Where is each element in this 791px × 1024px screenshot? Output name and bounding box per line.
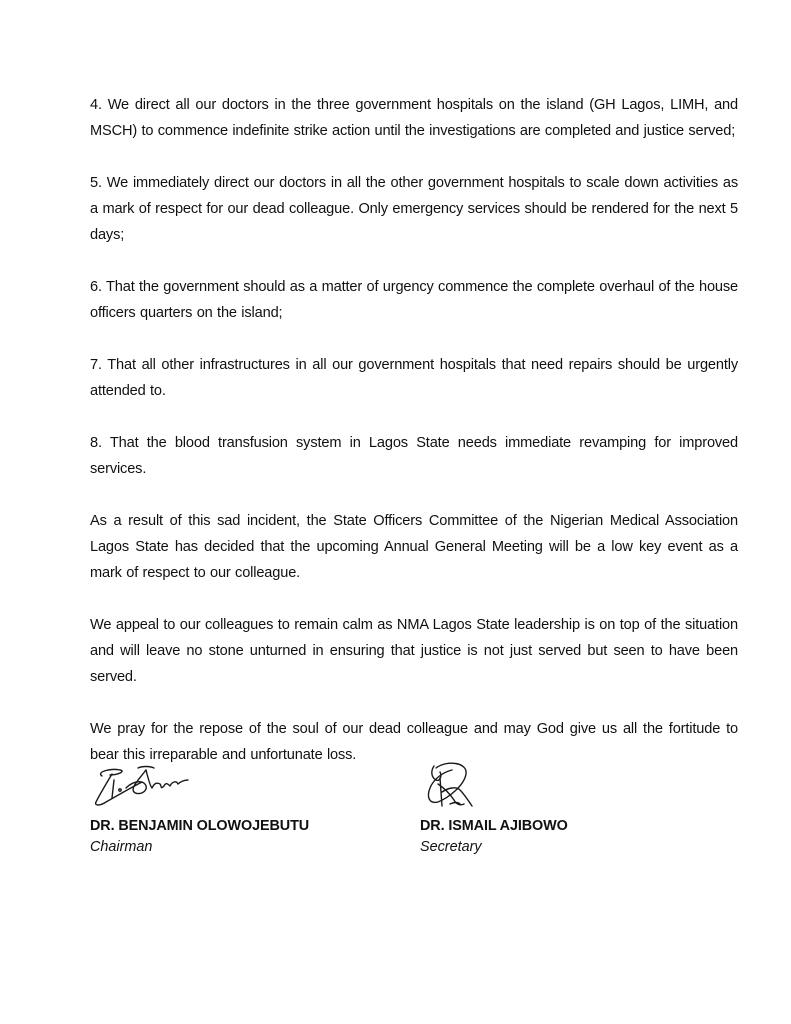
paragraph-agm-notice: As a result of this sad incident, the State Officers Committee of the Nigerian Medical Association Lagos State has decided that the upcoming Annual General Meeting will be a low key event as a mark of respect to our colleague. — [90, 513, 738, 581]
document-body — [90, 92, 738, 794]
signatory-secretary — [420, 758, 568, 858]
signatory-name: DR. ISMAIL AJIBOWO — [420, 818, 568, 834]
signature-section — [90, 758, 738, 858]
signatory-name: DR. BENJAMIN OLOWOJEBUTU — [90, 818, 310, 834]
signature-secretary-icon — [420, 758, 490, 814]
paragraph-item-4: 4. We direct all our doctors in the three government hospitals on the island (GH Lagos, LIMH, and MSCH) to commence indefinite strike action until the investigations are completed and justice served; — [90, 97, 738, 139]
paragraph-prayer: We pray for the repose of the soul of our dead colleague and may God give us all the fortitude to bear this irreparable and unfortunate loss. — [90, 721, 738, 763]
paragraph-item-8: 8. That the blood transfusion system in Lagos State needs immediate revamping for improved services. — [90, 435, 738, 477]
signatory-chairman — [90, 758, 309, 858]
paragraph-appeal: We appeal to our colleagues to remain calm as NMA Lagos State leadership is on top of the situation and will leave no stone unturned in ensuring that justice is not just served but seen to have been served. — [90, 617, 738, 685]
signatory-title: Secretary — [420, 839, 482, 855]
paragraph-item-5: 5. We immediately direct our doctors in all the other government hospitals to scale down activities as a mark of respect for our dead colleague. Only emergency services should be rendered for the next 5 days; — [90, 175, 738, 243]
paragraph-item-7: 7. That all other infrastructures in all our government hospitals that need repairs should be urgently attended to. — [90, 357, 738, 399]
signatory-title: Chairman — [90, 839, 153, 855]
signature-chairman-icon — [90, 758, 200, 814]
paragraph-item-6: 6. That the government should as a matter of urgency commence the complete overhaul of the house officers quarters on the island; — [90, 279, 738, 321]
